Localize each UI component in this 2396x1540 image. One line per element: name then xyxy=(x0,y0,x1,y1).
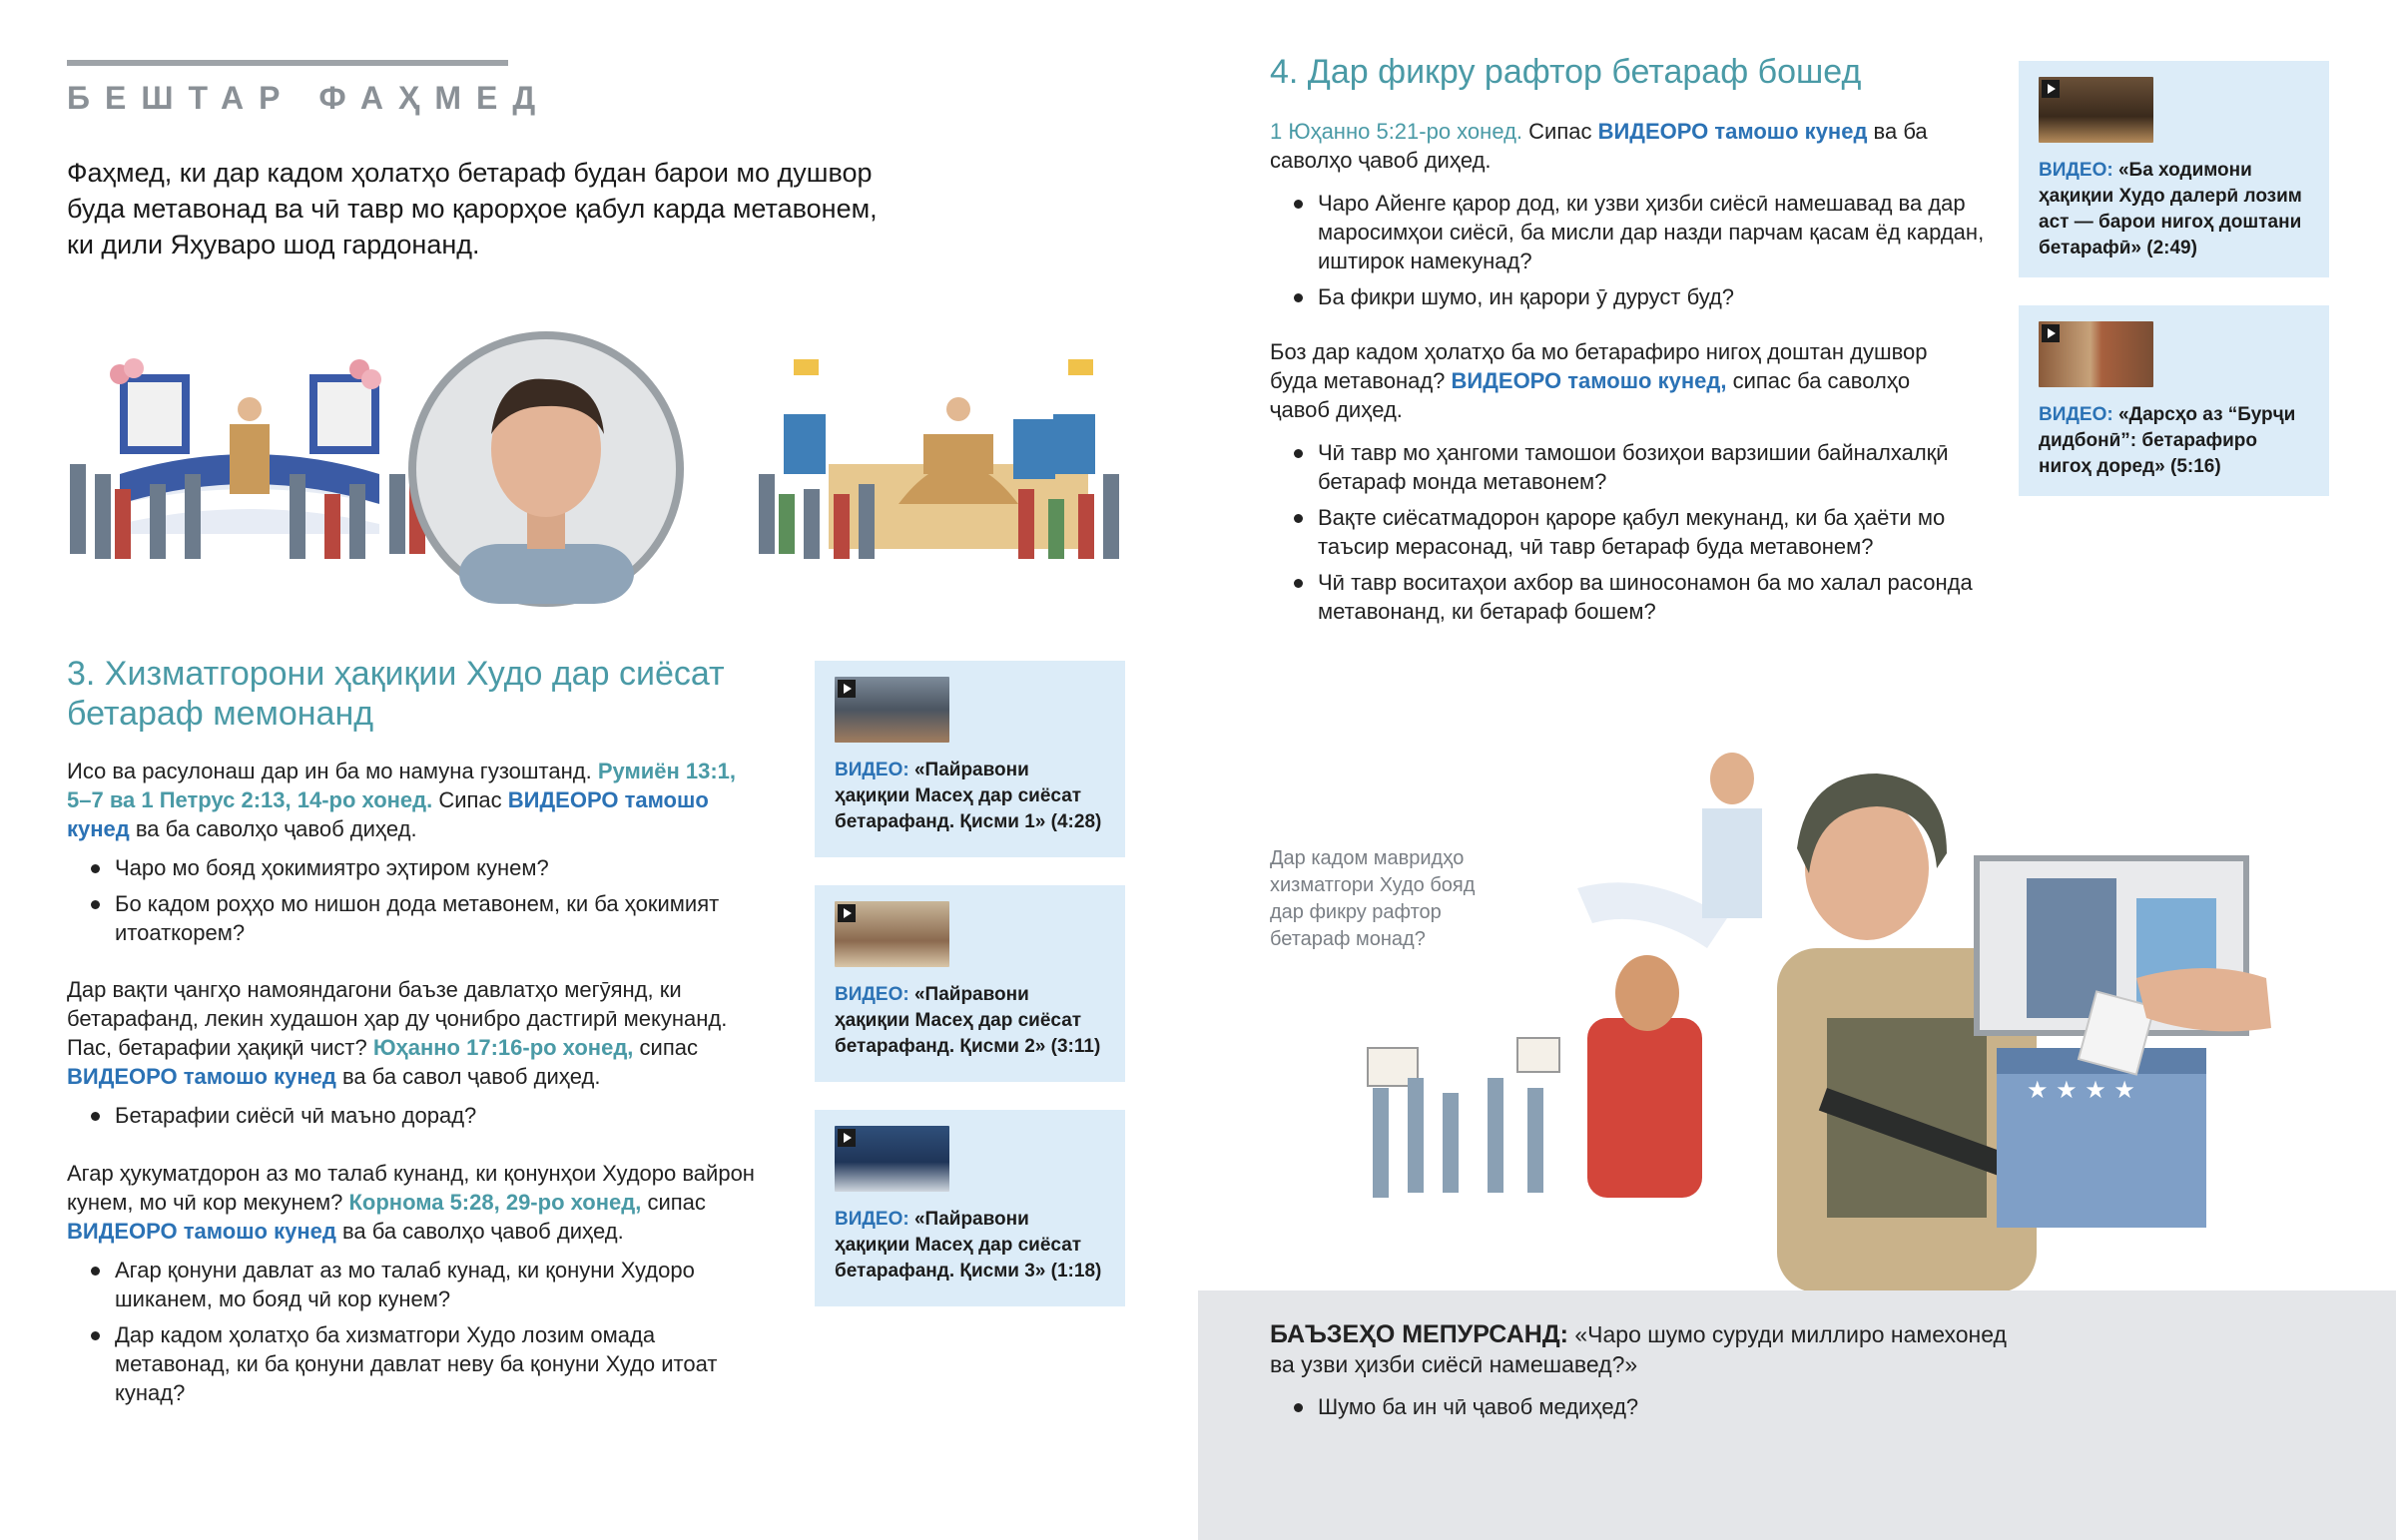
question-item: Бетарафии сиёсӣ чӣ маъно дорад? xyxy=(67,1101,766,1130)
watch-video-link[interactable]: ВИДЕОРО тамошо кунед xyxy=(67,1219,336,1244)
section-3-paragraph-1: Исо ва расулонаш дар ин ба мо намуна гузоштанд. Румиён 13:1, 5–7 ва 1 Петрус 2:13, 14-ро хонед. Сипас ВИДЕОРО тамошо кунед ва ба саволҳо ҷавоб диҳед. xyxy=(67,759,737,841)
watch-video-link[interactable]: ВИДЕОРО тамошо кунед, xyxy=(1451,368,1727,393)
play-icon[interactable] xyxy=(838,1129,856,1147)
video-box-5[interactable] xyxy=(2019,305,2329,496)
svg-text:★ ★ ★ ★: ★ ★ ★ ★ xyxy=(2027,1076,2135,1104)
video-thumbnail[interactable] xyxy=(835,901,949,967)
question-item: Чӣ тавр мо ҳангоми тамошои бозиҳои варзишии байналхалқӣ бетараф монда метавонем? xyxy=(1270,438,1989,496)
play-icon[interactable] xyxy=(2042,80,2060,98)
question-item: Чӣ тавр воситаҳои ахбор ва шиносонамон ба мо халал расонда метавонанд, ки бетараф бошем? xyxy=(1270,568,1989,626)
intro-text: Фаҳмед, ки дар кадом ҳолатҳо бетараф будан барои мо душвор буда метавонад ва чӣ тавр мо қарорҳое қабул карда метавонем, ки дили Яҳуваро шод гардонанд. xyxy=(67,158,878,259)
scripture-ref[interactable]: Юҳанно 17:16-ро хонед, xyxy=(372,1035,634,1060)
illustration-caption: Дар кадом мавридҳо хизматгори Худо бояд дар фикру рафтор бетараф монад? xyxy=(1270,847,1476,950)
header-rule xyxy=(67,60,508,66)
question-item: Дар кадом ҳолатҳо ба хизматгори Худо лозим омада метавонад, ки ба қонуни давлат неву ба қонуни Худо итоат кунад? xyxy=(67,1320,766,1407)
video-thumbnail[interactable] xyxy=(835,677,949,743)
video-box-1[interactable] xyxy=(815,661,1125,857)
video-box-3[interactable] xyxy=(815,1110,1125,1306)
some-ask-text: БАЪЗЕҲО МЕПУРСАНД: «Чаро шумо суруди миллиро намехонед ва узви ҳизби сиёсӣ намешавед?» xyxy=(1270,1320,2007,1377)
question-item: Вақте сиёсатмадорон қароре қабул мекунанд, ки ба ҳаёти мо таъсир мерасонад, чӣ тавр бетараф буда метавонем? xyxy=(1270,503,1989,561)
protest-crowd xyxy=(1368,1038,1559,1198)
video-caption: ВИДЕО: «Пайравони ҳақиқии Масеҳ дар сиёсат бетарафанд. Қисми 1» (4:28) xyxy=(835,760,1102,832)
some-ask-questions xyxy=(1270,1392,1989,1428)
rally-illustration xyxy=(60,324,1158,614)
question-item: Ба фикри шумо, ин қарори ӯ дуруст буд? xyxy=(1270,282,1989,311)
section-4-paragraph-2: Боз дар кадом ҳолатҳо ба мо бетарафиро нигоҳ доштан душвор буда метавонад? ВИДЕОРО тамошо кунед, сипас ба саволҳо ҷавоб диҳед. xyxy=(1270,339,1928,422)
question-item: Чаро Айенге қарор дод, ки узви ҳизби сиёсӣ намешавад ва дар маросимҳои сиёсӣ, ба мисли дар назди парчам қасам ёд кардан, иштирок намекунад? xyxy=(1270,189,1989,275)
question-item: Чаро мо бояд ҳокимиятро эҳтиром кунем? xyxy=(67,853,766,882)
video-thumbnail[interactable] xyxy=(2039,77,2153,143)
video-caption: ВИДЕО: «Пайравони ҳақиқии Масеҳ дар сиёсат бетарафанд. Қисми 2» (3:11) xyxy=(835,984,1101,1057)
section-3-questions-3 xyxy=(67,1256,766,1414)
section-4-questions-1 xyxy=(1270,189,1989,318)
play-icon[interactable] xyxy=(838,680,856,698)
question-item: Агар қонуни давлат аз мо талаб кунад, ки қонуни Худоро шиканем, мо бояд чӣ кор кунем? xyxy=(67,1256,766,1313)
left-rally-scene xyxy=(70,358,425,559)
section-4-heading: 4. Дар фикру рафтор бетараф бошед xyxy=(1270,53,1862,91)
section-3-questions-2 xyxy=(67,1101,766,1137)
play-icon[interactable] xyxy=(838,904,856,922)
section-4-paragraph-1: 1 Юҳанно 5:21-ро хонед. Сипас ВИДЕОРО тамошо кунед ва ба саволҳо ҷавоб диҳед. xyxy=(1270,119,1928,173)
scripture-ref[interactable]: Румиён 13:1, 5–7 ва 1 Петрус 2:13, 14-ро хонед. xyxy=(67,759,737,812)
section-3-questions-1 xyxy=(67,853,766,954)
section-kicker: БЕШТАР ФАҲМЕД xyxy=(67,80,551,116)
watch-video-link[interactable]: ВИДЕОРО тамошо кунед xyxy=(67,787,709,841)
sports-fan xyxy=(1577,882,1727,1198)
scripture-ref[interactable]: Корнома 5:28, 29-ро хонед, xyxy=(348,1190,642,1215)
student-figure xyxy=(1702,753,1762,918)
scripture-ref[interactable]: 1 Юҳанно 5:21-ро хонед. xyxy=(1270,119,1523,144)
some-ask-label: БАЪЗЕҲО МЕПУРСАНД: xyxy=(1270,1320,1568,1348)
video-thumbnail[interactable] xyxy=(2039,321,2153,387)
section-3-paragraph-2: Дар вақти ҷангҳо намояндагони баъзе давлатҳо мегӯянд, ки бетарафанд, лекин худашон ҳар ду ҷонибро дастгирӣ мекунанд. Пас, бетарафии ҳақиқӣ чист? Юҳанно 17:16-ро хонед, сипас ВИДЕОРО тамошо кунед ва ба савол ҷавоб диҳед. xyxy=(67,977,728,1089)
right-rally-scene xyxy=(759,359,1119,559)
play-icon[interactable] xyxy=(2042,324,2060,342)
video-thumbnail[interactable] xyxy=(835,1126,949,1192)
watch-video-link[interactable]: ВИДЕОРО тамошо кунед xyxy=(67,1064,336,1089)
question-item: Шумо ба ин чӣ ҷавоб медиҳед? xyxy=(1270,1392,1989,1421)
question-item: Бо кадом роҳҳо мо нишон дода метавонем, ки ба ҳокимият итоаткорем? xyxy=(67,889,766,947)
video-caption: ВИДЕО: «Дарсҳо аз “Бурҷи дидбонӣ”: бетарафиро нигоҳ доред» (5:16) xyxy=(2039,404,2296,477)
video-caption: ВИДЕО: «Ба ходимони ҳақиқии Худо далерӣ лозим аст — барои нигоҳ доштани бетарафӣ» (2:49) xyxy=(2039,160,2302,258)
video-caption: ВИДЕО: «Пайравони ҳақиқии Масеҳ дар сиёсат бетарафанд. Қисми 3» (1:18) xyxy=(835,1209,1102,1282)
video-box-2[interactable] xyxy=(815,885,1125,1082)
neutrality-illustration xyxy=(1348,749,2316,1292)
section-3-heading: 3. Хизматгорони ҳақиқии Худо дар сиёсат бетараф мемонанд xyxy=(67,655,725,733)
video-box-4[interactable] xyxy=(2019,61,2329,277)
watch-video-link[interactable]: ВИДЕОРО тамошо кунед xyxy=(1597,119,1868,144)
section-3-paragraph-3: Агар ҳукуматдорон аз мо талаб кунанд, ки қонунҳои Худоро вайрон кунем, мо чӣ кор мекунем? Корнома 5:28, 29-ро хонед, сипас ВИДЕОРО тамошо кунед ва ба саволҳо ҷавоб диҳед. xyxy=(67,1161,755,1244)
section-4-questions-2 xyxy=(1270,438,1989,633)
portrait-medallion xyxy=(408,331,684,607)
